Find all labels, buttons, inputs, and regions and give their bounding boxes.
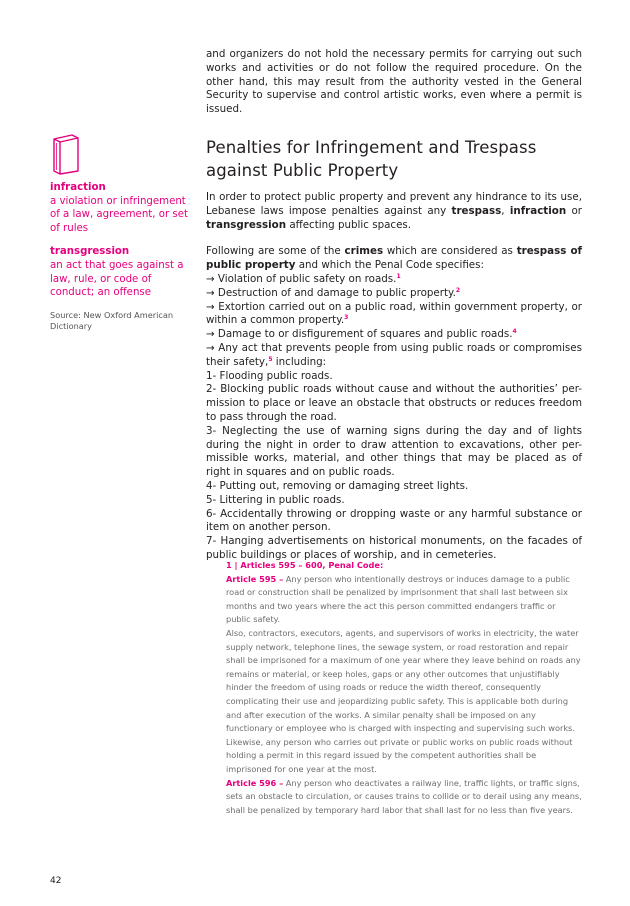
footnote-ref: 2 bbox=[455, 286, 461, 294]
glossary-definition-infraction: a violation or infringement of a law, agreement, or set of rules bbox=[50, 195, 188, 234]
arrow-icon: → bbox=[206, 300, 215, 313]
arrow-icon: → bbox=[206, 286, 215, 299]
arrow-icon: → bbox=[206, 341, 215, 354]
book-icon bbox=[50, 133, 82, 175]
footnote-ref: 3 bbox=[344, 314, 349, 322]
list-item: 5- Littering in public roads. bbox=[206, 493, 345, 506]
glossary-source: Source: New Oxford American Dictionary bbox=[50, 309, 174, 331]
page-number: 42 bbox=[50, 876, 62, 886]
footnote-title: 1 | Articles 595 – 600, Penal Code: bbox=[226, 560, 384, 570]
numbered-list bbox=[206, 370, 582, 563]
arrow-icon: → bbox=[206, 328, 215, 341]
list-item: → Destruction of and damage to public property.$^2$ bbox=[206, 286, 461, 299]
list-item: → Any act that prevents people from using public roads or compromises their safety,$^5$ including: bbox=[206, 341, 582, 368]
arrow-list bbox=[206, 273, 582, 370]
article-label: Article 596 – bbox=[226, 777, 284, 788]
footnote-ref: 1 bbox=[396, 272, 401, 280]
list-item: → Damage to or disfigurement of squares and public roads.$^4$ bbox=[206, 328, 517, 341]
list-item: → Violation of public safety on roads.$^1$ bbox=[206, 272, 401, 285]
glossary-definition-transgression: an act that goes against a law, rule, or code of conduct; an offense bbox=[50, 259, 184, 299]
paragraph-protection: In order to protect public property and prevent any hindrance to its use, Lebanese laws impose penalties against any trespass, infraction or transgression affecting public spaces. bbox=[206, 190, 582, 231]
paragraph-crimes: Following are some of the crimes which are considered as trespass of public property and which the Penal Code specifies: bbox=[206, 245, 583, 272]
list-item: 4- Putting out, removing or damaging street lights. bbox=[206, 479, 469, 492]
arrow-icon: → bbox=[206, 272, 215, 285]
list-item: 3- Neglecting the use of warning signs during the day and of lights during the night in order to draw attention to excavations, other per-missible works, material, and other things that may be placed as of right in squares and on public roads. bbox=[206, 424, 582, 479]
footnote-article-596: Article 596 – Any person who deactivates a railway line, traffic lights, or traffic signs, sets an obstacle to circulation, or causes trains to collide or to derail using any means, shall be penalized by temporary hard labor that shall last for no less than five years. bbox=[226, 777, 582, 815]
list-item: 6- Accidentally throwing or dropping waste or any harmful substance or item on another person. bbox=[206, 507, 582, 534]
list-item: 1- Flooding public roads. bbox=[206, 369, 333, 382]
footnote-paragraph: Also, contractors, executors, agents, and supervisors of works in electricity, the water supply network, telephone lines, the sewage system, or road restoration and repair shall be imprisoned for a maximum of one year where they leave behind on roads any remains or material, or keep holes, gaps or any other outcomes that unjustifiably hinder the freedom of using roads or reduce the width thereof, consequently complicating their use and jeopardizing public safety. This is applicable both during and after execution of the works. A similar penalty shall be imposed on any functionary or employee who is charged with inspecting and supervising such works. bbox=[226, 627, 581, 734]
intro-paragraph: and organizers do not hold the necessary permits for carrying out such works and activities or do not follow the required procedure. On the other hand, this may result from the authority vested in the General Security to supervise and control artistic works, even where a permit is issued. bbox=[206, 48, 582, 116]
glossary-term-infraction: infraction bbox=[50, 182, 106, 193]
footnote-ref: 5 bbox=[268, 355, 273, 363]
footnote-paragraph: Likewise, any person who carries out private or public works on public roads without holding a permit in this regard issued by the competent authorities shall be imprisoned for one year at the most. bbox=[226, 736, 573, 774]
footnote-article-595: Article 595 – Any person who intentionally destroys or induces damage to a public road or construction shall be penalized by imprisonment that shall last between six months and two years where the act this person committed endangers traffic or public safety. bbox=[226, 573, 570, 625]
footnote-block bbox=[226, 559, 582, 817]
list-item: 7- Hanging advertisements on historical monuments, on the facades of public buildings or places of worship, and in cemeteries. bbox=[206, 535, 582, 561]
glossary-term-transgression: transgression bbox=[50, 246, 130, 258]
list-item: 2- Blocking public roads without cause and without the authorities’ per-mission to place or leave an obstacle that obstructs or reduces freedom to pass through the road. bbox=[206, 383, 582, 423]
main-content bbox=[206, 48, 582, 563]
footnote-ref: 4 bbox=[512, 328, 517, 336]
list-item: → Extortion carried out on a public road, within government property, or within a common property.$^3$ bbox=[206, 300, 582, 327]
glossary-sidebar bbox=[50, 133, 198, 332]
article-label: Article 595 – bbox=[226, 573, 284, 584]
section-heading: Penalties for Infringement and Trespass against Public Property bbox=[206, 137, 537, 180]
